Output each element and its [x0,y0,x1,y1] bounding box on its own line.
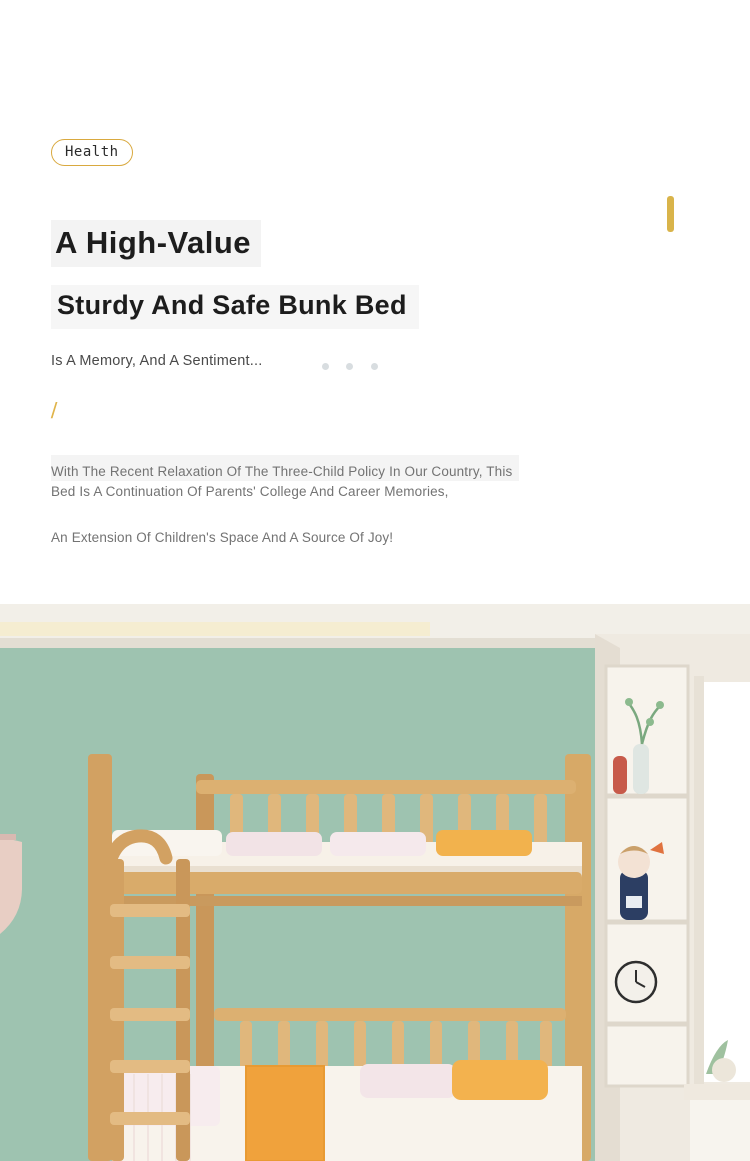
gold-accent-bar [667,196,674,232]
product-photo [0,604,750,1161]
bedroom-illustration [0,604,750,1161]
headline-line-2: Sturdy And Safe Bunk Bed [51,285,419,329]
sub-headline: Is A Memory, And A Sentiment... [51,353,263,369]
headline-line-1: A High-Value [51,220,261,267]
dot-icon [371,363,378,370]
slash-divider: / [50,398,58,423]
decorative-dots [322,360,384,374]
dot-icon [346,363,353,370]
dot-icon [322,363,329,370]
health-badge: Health [51,139,133,166]
body-paragraph-1: With The Recent Relaxation Of The Three-Child Policy In Our Country, This Bed Is A Continuation Of Parents' College And Career Memories, [51,464,513,499]
body-paragraph-2: An Extension Of Children's Space And A Source Of Joy! [51,530,394,545]
